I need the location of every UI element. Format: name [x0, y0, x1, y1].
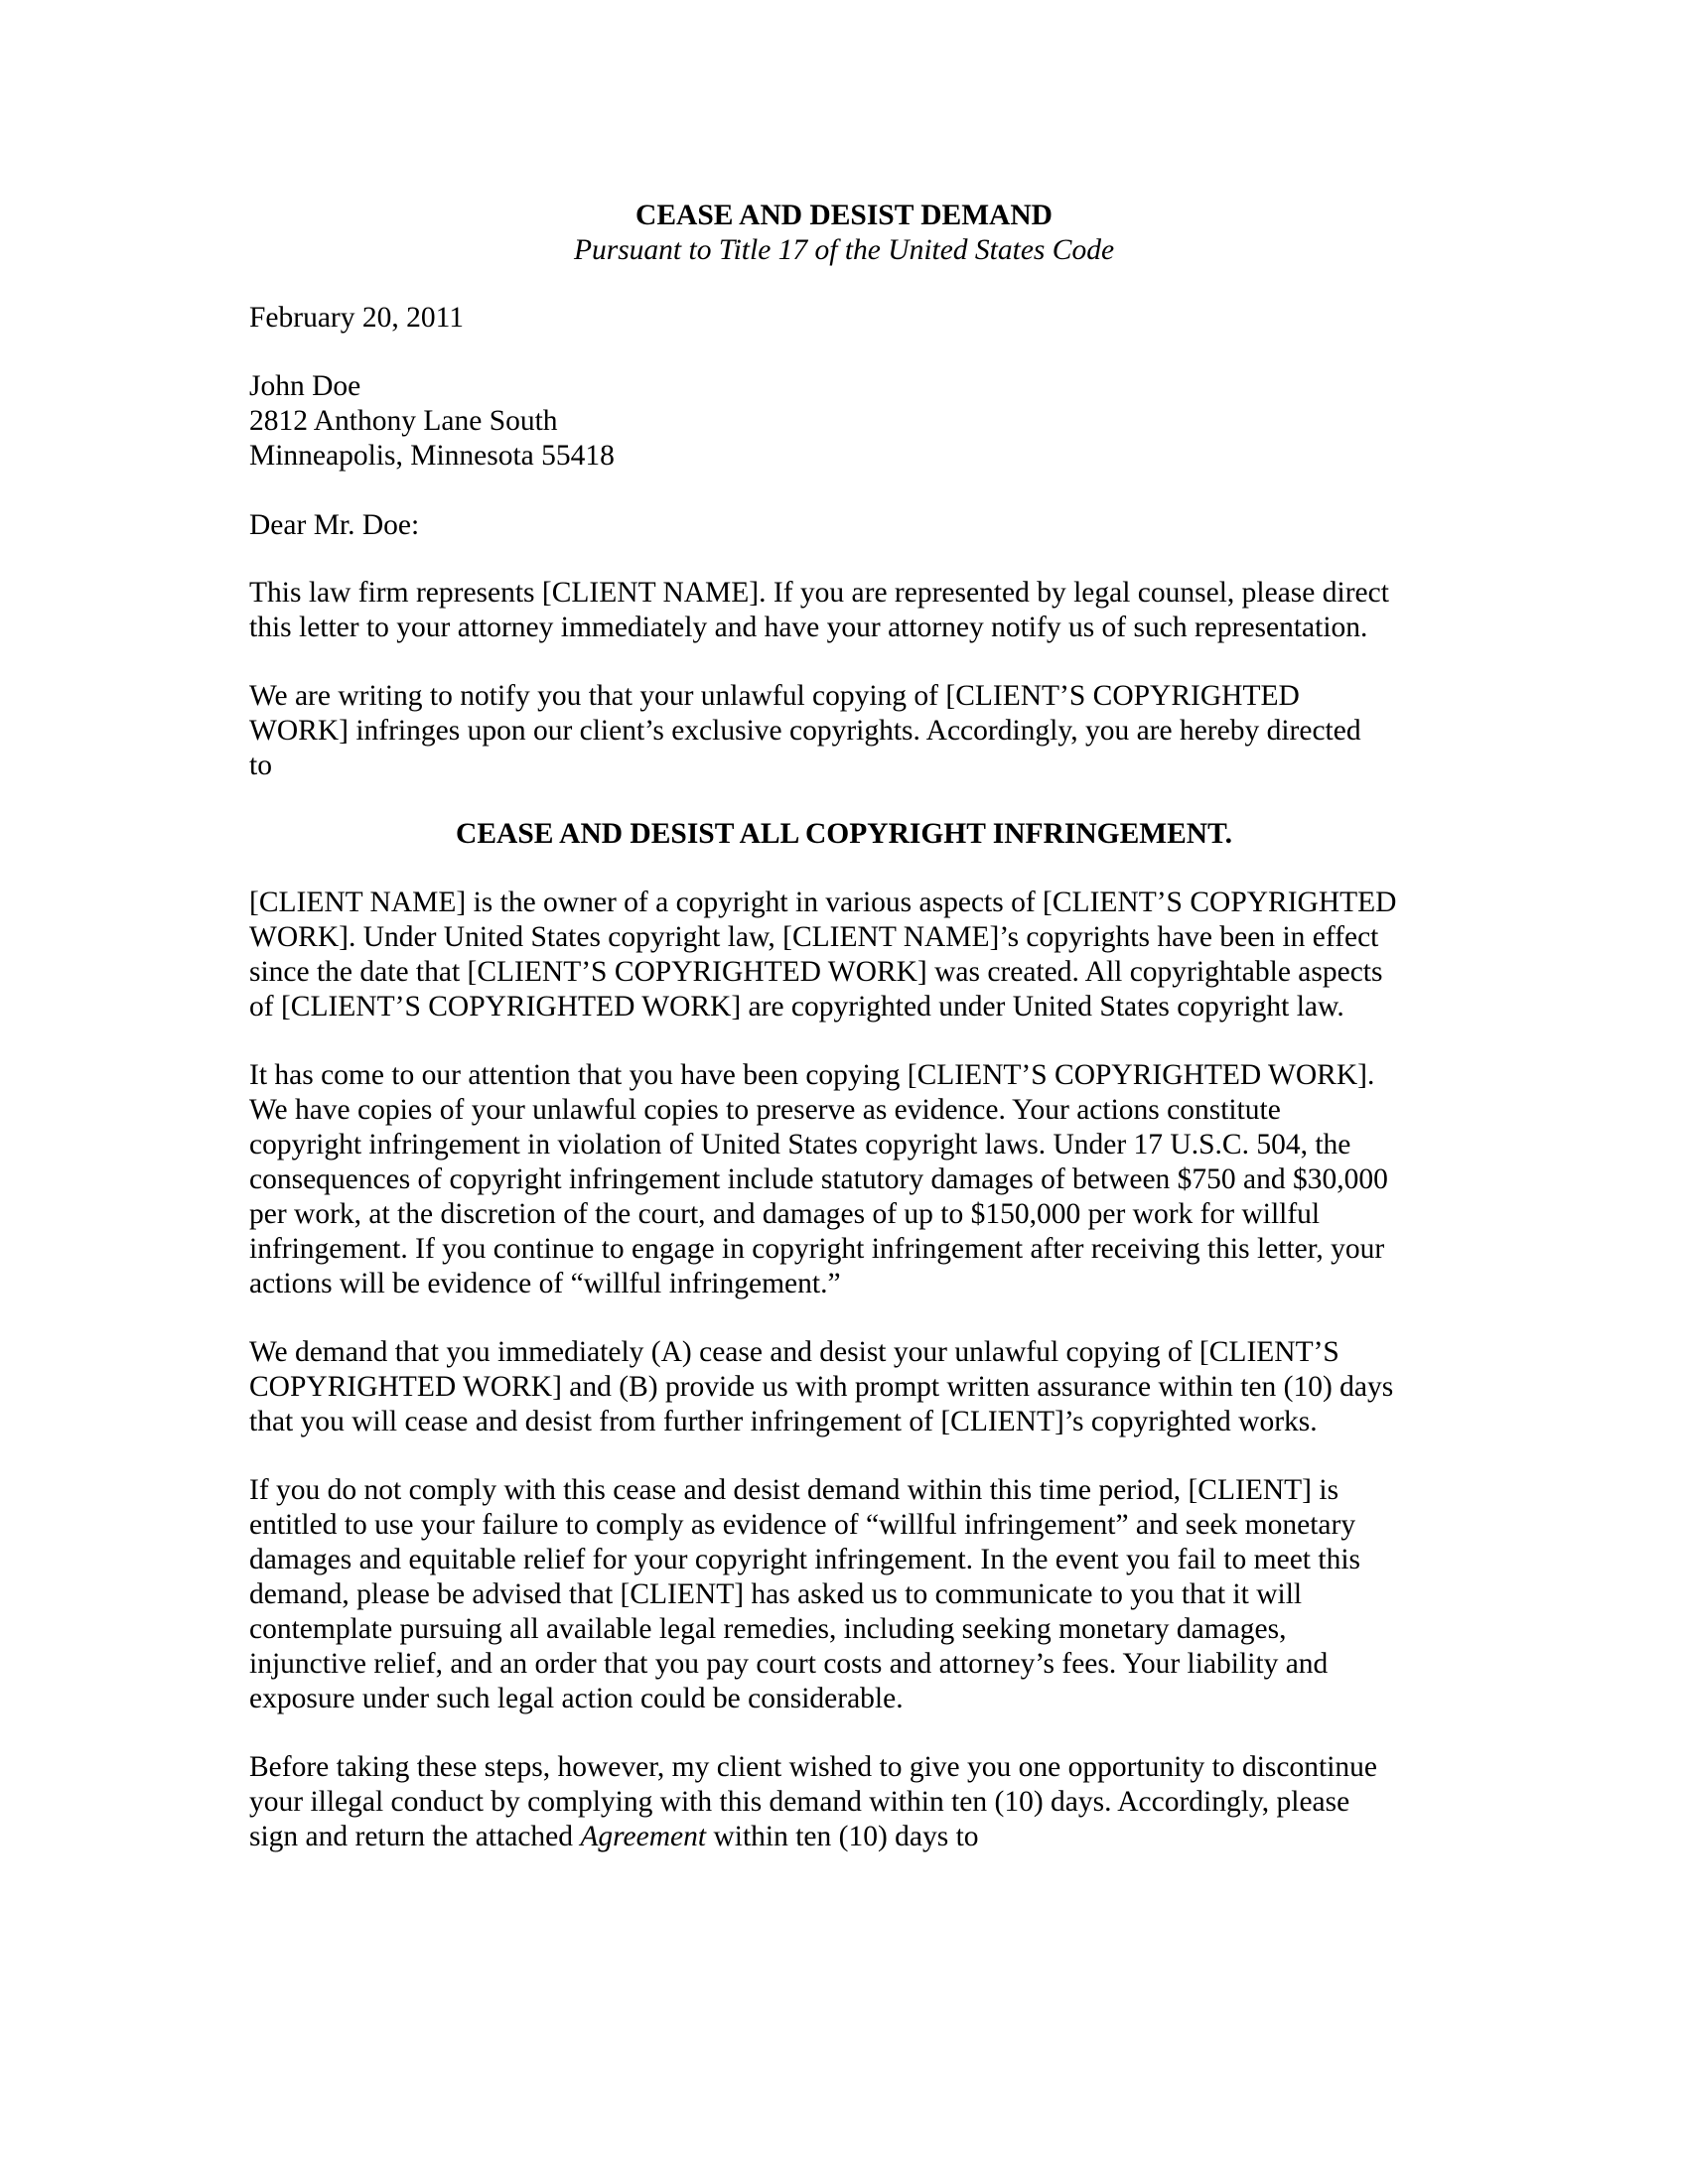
paragraph-line: damages and equitable relief for your copyright infringement. In the event you fail to meet this — [249, 1544, 1360, 1575]
paragraph-line: demand, please be advised that [CLIENT] has asked us to communicate to you that it will — [249, 1578, 1303, 1610]
recipient-street: 2812 Anthony Lane South — [249, 405, 558, 437]
letter-heading: CEASE AND DESIST DEMAND — [635, 200, 1053, 231]
paragraph-line: your illegal conduct by complying with this demand within ten (10) days. Accordingly, please — [249, 1786, 1350, 1818]
paragraph-line: since the date that [CLIENT’S COPYRIGHTED WORK] was created. All copyrightable aspects — [249, 956, 1383, 988]
paragraph-line: consequences of copyright infringement include statutory damages of between $750 and $30,000 — [249, 1163, 1388, 1195]
recipient-city-state-zip: Minneapolis, Minnesota 55418 — [249, 440, 615, 472]
paragraph-line: [CLIENT NAME] is the owner of a copyright in various aspects of [CLIENT’S COPYRIGHTED — [249, 887, 1397, 918]
paragraph-line: this letter to your attorney immediately and have your attorney notify us of such representation. — [249, 612, 1368, 643]
paragraph-line: per work, at the discretion of the court, and damages of up to $150,000 per work for willful — [249, 1198, 1321, 1230]
letter-date: February 20, 2011 — [249, 302, 465, 334]
paragraph-line: entitled to use your failure to comply as evidence of “willful infringement” and seek monetary — [249, 1509, 1356, 1541]
paragraph-line: infringement. If you continue to engage in copyright infringement after receiving this letter, your — [249, 1233, 1385, 1265]
paragraph-line: We have copies of your unlawful copies to preserve as evidence. Your actions constitute — [249, 1094, 1281, 1126]
paragraph-line: We are writing to notify you that your unlawful copying of [CLIENT’S COPYRIGHTED — [249, 680, 1300, 712]
paragraph-line: of [CLIENT’S COPYRIGHTED WORK] are copyrighted under United States copyright law. — [249, 991, 1344, 1023]
salutation: Dear Mr. Doe: — [249, 509, 420, 541]
letter-subheading: Pursuant to Title 17 of the United States Code — [573, 234, 1115, 266]
paragraph-line: Before taking these steps, however, my client wished to give you one opportunity to discontinue — [249, 1751, 1377, 1783]
recipient-name: John Doe — [249, 370, 361, 402]
paragraph-line: to — [249, 750, 272, 781]
paragraph-line — [249, 1820, 979, 1854]
paragraph-line: actions will be evidence of “willful infringement.” — [249, 1268, 841, 1299]
demand-heading: CEASE AND DESIST ALL COPYRIGHT INFRINGEMENT. — [456, 818, 1232, 850]
paragraph-line: WORK]. Under United States copyright law, [CLIENT NAME]’s copyrights have been in effect — [249, 921, 1379, 953]
paragraph-line: WORK] infringes upon our client’s exclusive copyrights. Accordingly, you are hereby directed — [249, 715, 1361, 747]
paragraph-line: COPYRIGHTED WORK] and (B) provide us with prompt written assurance within ten (10) days — [249, 1371, 1394, 1403]
paragraph-line: We demand that you immediately (A) cease and desist your unlawful copying of [CLIENT’S — [249, 1336, 1339, 1368]
paragraph-line: injunctive relief, and an order that you pay court costs and attorney’s fees. Your liability and — [249, 1648, 1329, 1680]
paragraph-line: copyright infringement in violation of United States copyright laws. Under 17 U.S.C. 504, the — [249, 1129, 1351, 1160]
paragraph-line: exposure under such legal action could be considerable. — [249, 1683, 904, 1714]
paragraph-line: that you will cease and desist from further infringement of [CLIENT]’s copyrighted works. — [249, 1406, 1318, 1437]
paragraph-line: This law firm represents [CLIENT NAME]. If you are represented by legal counsel, please direct — [249, 577, 1389, 609]
paragraph-line: It has come to our attention that you have been copying [CLIENT’S COPYRIGHTED WORK]. — [249, 1059, 1375, 1091]
paragraph-text: sign and return the attached — [249, 1821, 581, 1852]
paragraph-line: If you do not comply with this cease and desist demand within this time period, [CLIENT] is — [249, 1474, 1339, 1506]
paragraph-line: contemplate pursuing all available legal remedies, including seeking monetary damages, — [249, 1613, 1287, 1645]
agreement-emphasis: Agreement — [580, 1821, 707, 1852]
paragraph-text: within ten (10) days to — [706, 1821, 979, 1852]
